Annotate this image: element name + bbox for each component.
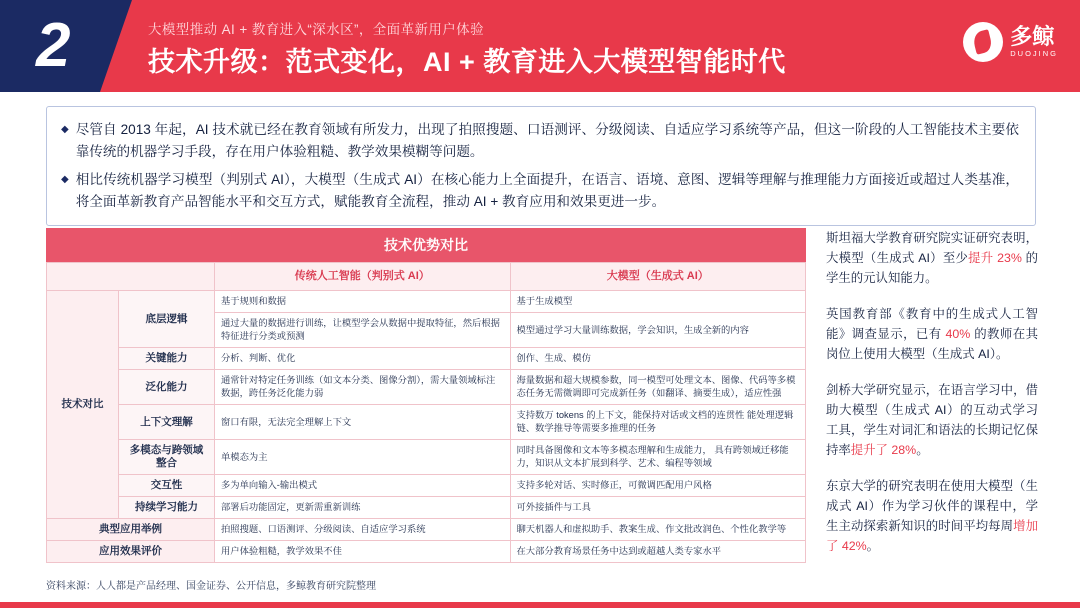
table-header-cell — [47, 263, 215, 291]
table-body — [47, 263, 806, 563]
note-paragraph — [826, 228, 1038, 288]
table-cell: 创作、生成、模仿 — [510, 348, 806, 370]
table-header-cell: 大模型（生成式 AI） — [510, 263, 806, 291]
table-cell: 海量数据和超大规模参数，同一模型可处理文本、图像、代码等多模态任务无需微调即可完成新任务（如翻译、摘要生成），适应性强 — [510, 370, 806, 405]
note-text: 的教师在其岗位上使用大模型（生成式 AI）。 — [826, 327, 1038, 361]
table-cell: 拍照搜题、口语测评、分级阅读、自适应学习系统 — [215, 519, 511, 541]
table-cell: 聊天机器人和虚拟助手、教案生成、作文批改润色、个性化教学等 — [510, 519, 806, 541]
table-group-label: 典型应用举例 — [47, 519, 215, 541]
logo-text-en: DUOJING — [1010, 48, 1058, 58]
table-cell: 通过大量的数据进行训练，让模型学会从数据中提取特征，然后根据特征进行分类或预测 — [215, 313, 511, 348]
table-row — [47, 519, 806, 541]
table-sub-label: 交互性 — [119, 475, 215, 497]
page-title: 技术升级：范式变化，AI + 教育进入大模型智能时代 — [148, 47, 786, 77]
table-cell: 基于生成模型 — [510, 291, 806, 313]
list-item — [61, 169, 1019, 213]
note-text: 东京大学的研究表明在使用大模型（生成式 AI）作为学习伙伴的课程中，学生主动探索新知识的时间平均每周 — [826, 479, 1038, 533]
diamond-bullet-icon: ◆ — [61, 174, 69, 185]
table-cell: 用户体验粗糙，教学效果不佳 — [215, 541, 511, 563]
table-header-row — [47, 263, 806, 291]
table-sub-label: 关键能力 — [119, 348, 215, 370]
note-text: 斯坦福大学教育研究院实证研究表明，大模型（生成式 AI）至少 — [826, 231, 1038, 265]
brand-logo — [963, 22, 1058, 62]
comparison-table — [46, 228, 806, 563]
table-cell: 基于规则和数据 — [215, 291, 511, 313]
bullet-text: 尽管自 2013 年起，AI 技术就已经在教育领域有所发力，出现了拍照搜题、口语测评、分级阅读、自适应学习系统等产品，但这一阶段的人工智能技术主要依靠传统的机器学习手段，存在用户体验粗糙、教学效果模糊等问题。 — [75, 122, 1019, 159]
table — [46, 262, 806, 563]
table-group-label: 技术对比 — [47, 291, 119, 519]
table-group-label: 应用效果评价 — [47, 541, 215, 563]
bullet-box — [46, 106, 1036, 226]
note-highlight: 提升 23% — [968, 251, 1022, 265]
table-row — [47, 497, 806, 519]
source-note: 资料来源：人人都是产品经理、国金证券、公开信息，多鲸教育研究院整理 — [46, 581, 376, 592]
slide-number: 2 — [36, 11, 71, 80]
table-cell: 部署后功能固定，更新需重新训练 — [215, 497, 511, 519]
right-notes — [826, 228, 1038, 572]
table-row — [47, 405, 806, 440]
header-subtitle: 大模型推动 AI + 教育进入“深水区”，全面革新用户体验 — [148, 22, 484, 37]
logo-text-cn: 多鲸 — [1010, 23, 1055, 49]
table-cell: 在大部分教育场景任务中达到或超越人类专家水平 — [510, 541, 806, 563]
table-cell: 同时具备图像和文本等多模态理解和生成能力， 具有跨领域迁移能力，知识从文本扩展到科学、艺术、编程等领域 — [510, 440, 806, 475]
table-row — [47, 348, 806, 370]
diamond-bullet-icon: ◆ — [61, 124, 69, 135]
table-cell: 多为单向输入-输出模式 — [215, 475, 511, 497]
note-text: 剑桥大学研究显示，在语言学习中，借助大模型（生成式 AI）的互动式学习工具，学生对词汇和语法的长期记忆保持率 — [826, 383, 1038, 457]
table-cell: 支持数万 tokens 的上下文，能保持对话或文档的连贯性 能处理逻辑链、数学推导等需要多推理的任务 — [510, 405, 806, 440]
table-sub-label: 底层逻辑 — [119, 291, 215, 348]
slide-header — [0, 0, 1080, 92]
table-sub-label: 持续学习能力 — [119, 497, 215, 519]
note-paragraph — [826, 476, 1038, 556]
footer-bar — [0, 602, 1080, 608]
table-row — [47, 475, 806, 497]
note-text: 。 — [916, 443, 929, 457]
table-sub-label: 泛化能力 — [119, 370, 215, 405]
note-text: 英国教育部《教育中的生成式人工智能》调查显示，已有 — [826, 307, 1038, 341]
note-highlight: 提升了 28% — [850, 443, 917, 457]
table-cell: 窗口有限，无法完全理解上下文 — [215, 405, 511, 440]
note-text: 的学生的元认知能力。 — [826, 251, 1038, 285]
table-sub-label: 上下文理解 — [119, 405, 215, 440]
table-cell: 单模态为主 — [215, 440, 511, 475]
whale-icon — [963, 22, 1003, 62]
note-highlight: 增加了 42% — [826, 519, 1039, 553]
table-cell: 通常针对特定任务训练（如文本分类、图像分割），需大量领域标注数据，跨任务泛化能力弱 — [215, 370, 511, 405]
note-paragraph — [826, 380, 1038, 460]
bullet-text: 相比传统机器学习模型（判别式 AI），大模型（生成式 AI）在核心能力上全面提升，在语言、语境、意图、逻辑等理解与推理能力方面接近或超过人类基准，将全面革新教育产品智能水平和交互方式，赋能教育全流程，推动 AI + 教育应用和效果更进一步。 — [75, 172, 1019, 209]
table-row — [47, 541, 806, 563]
table-cell: 模型通过学习大量训练数据，学会知识，生成全新的内容 — [510, 313, 806, 348]
note-text: 。 — [866, 539, 880, 553]
table-cell: 支持多轮对话、实时修正，可微调匹配用户风格 — [510, 475, 806, 497]
table-row — [47, 291, 806, 313]
table-cell: 可外接插件与工具 — [510, 497, 806, 519]
table-cell: 分析、判断、优化 — [215, 348, 511, 370]
table-row — [47, 370, 806, 405]
table-sub-label: 多模态与跨领域整合 — [119, 440, 215, 475]
table-row — [47, 440, 806, 475]
table-title: 技术优势对比 — [46, 228, 806, 262]
note-highlight: 40% — [945, 327, 971, 341]
list-item — [61, 119, 1019, 163]
table-header-cell: 传统人工智能（判别式 AI） — [215, 263, 511, 291]
note-paragraph — [826, 304, 1038, 364]
